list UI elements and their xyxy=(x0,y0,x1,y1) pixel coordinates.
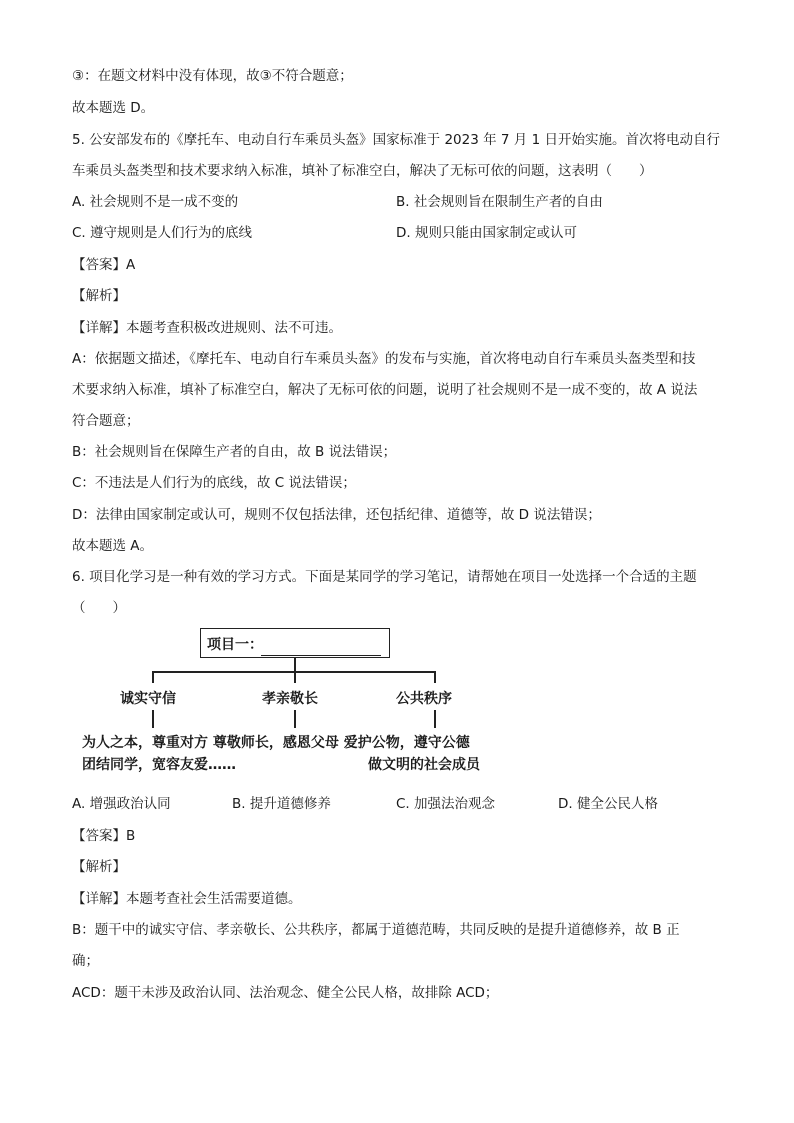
explanation-line: 【详解】本题考查积极改进规则、法不可违。 xyxy=(72,320,342,336)
project-title-label: 项目一： xyxy=(207,637,263,653)
explanation-line: 【详解】本题考查社会生活需要道德。 xyxy=(72,891,302,907)
q5-option-a: A. 社会规则不是一成不变的 xyxy=(72,194,239,210)
explanation-line: B：题干中的诚实守信、孝亲敬长、公共秩序，都属于道德范畴，共同反映的是提升道德修养，故 B 正 xyxy=(72,922,680,938)
explanation-line: B：社会规则旨在保障生产者的自由，故 B 说法错误； xyxy=(72,444,397,460)
question-6-stem: 6. 项目化学习是一种有效的学习方式。下面是某同学的学习笔记，请帮她在项目一处选择一个合适的主题 xyxy=(72,569,697,585)
connector-line xyxy=(152,710,154,728)
explanation-line: ACD：题干未涉及政治认同、法治观念、健全公民人格，故排除 ACD； xyxy=(72,985,499,1001)
connector-line xyxy=(152,671,154,683)
text-line: 故本题选 D。 xyxy=(72,100,155,116)
connector-line xyxy=(294,710,296,728)
connector-line xyxy=(434,710,436,728)
branch-public-order: 公共秩序 xyxy=(396,691,452,707)
explanation-line: 术要求纳入标准，填补了标准空白，解决了无标可依的问题，说明了社会规则不是一成不变的，故 A 说法 xyxy=(72,382,698,398)
connector-line xyxy=(152,671,434,673)
explanation-line: 符合题意； xyxy=(72,413,140,429)
text-line: ③：在题文材料中没有体现，故③不符合题意； xyxy=(72,68,353,84)
explanation-line: A：依据题文描述，《摩托车、电动自行车乘员头盔》的发布与实施，首次将电动自行车乘员头盔类型和技 xyxy=(72,351,696,367)
q5-option-b: B. 社会规则旨在限制生产者的自由 xyxy=(396,194,603,210)
connector-line xyxy=(294,671,296,683)
diagram-desc-line: 做文明的社会成员 xyxy=(368,757,480,773)
q5-option-d: D. 规则只能由国家制定或认可 xyxy=(396,225,577,241)
question-6-stem: （ ） xyxy=(72,600,126,616)
project-diagram xyxy=(72,620,672,780)
q6-option-a: A. 增强政治认同 xyxy=(72,796,171,812)
analysis-label: 【解析】 xyxy=(72,859,126,875)
connector-line xyxy=(434,671,436,683)
q6-option-d: D. 健全公民人格 xyxy=(558,796,658,812)
explanation-line: C：不违法是人们行为的底线，故 C 说法错误； xyxy=(72,475,356,491)
answer-label: 【答案】B xyxy=(72,828,136,844)
q6-option-b: B. 提升道德修养 xyxy=(232,796,331,812)
explanation-line: 故本题选 A。 xyxy=(72,538,154,554)
q5-option-c: C. 遵守规则是人们行为的底线 xyxy=(72,225,253,241)
diagram-desc-line: 团结同学，宽容友爱…… xyxy=(82,757,236,773)
explanation-line: 确； xyxy=(72,953,99,969)
branch-filial-respect: 孝亲敬长 xyxy=(262,691,318,707)
branch-honesty: 诚实守信 xyxy=(120,691,176,707)
q6-option-c: C. 加强法治观念 xyxy=(396,796,496,812)
question-5-stem: 车乘员头盔类型和技术要求纳入标准，填补了标准空白，解决了无标可依的问题，这表明（ ） xyxy=(72,163,653,179)
answer-label: 【答案】A xyxy=(72,257,136,273)
diagram-desc-line: 为人之本，尊重对方 尊敬师长，感恩父母 爱护公物，遵守公德 xyxy=(82,735,470,751)
fill-blank-line xyxy=(261,655,381,656)
question-5-stem: 5. 公安部发布的《摩托车、电动自行车乘员头盔》国家标准于 2023 年 7 月 1 日开始实施。首次将电动自行 xyxy=(72,132,720,148)
connector-line xyxy=(294,658,296,672)
explanation-line: D：法律由国家制定或认可，规则不仅包括法律，还包括纪律、道德等，故 D 说法错误； xyxy=(72,507,601,523)
project-title-box xyxy=(200,628,390,658)
analysis-label: 【解析】 xyxy=(72,288,126,304)
